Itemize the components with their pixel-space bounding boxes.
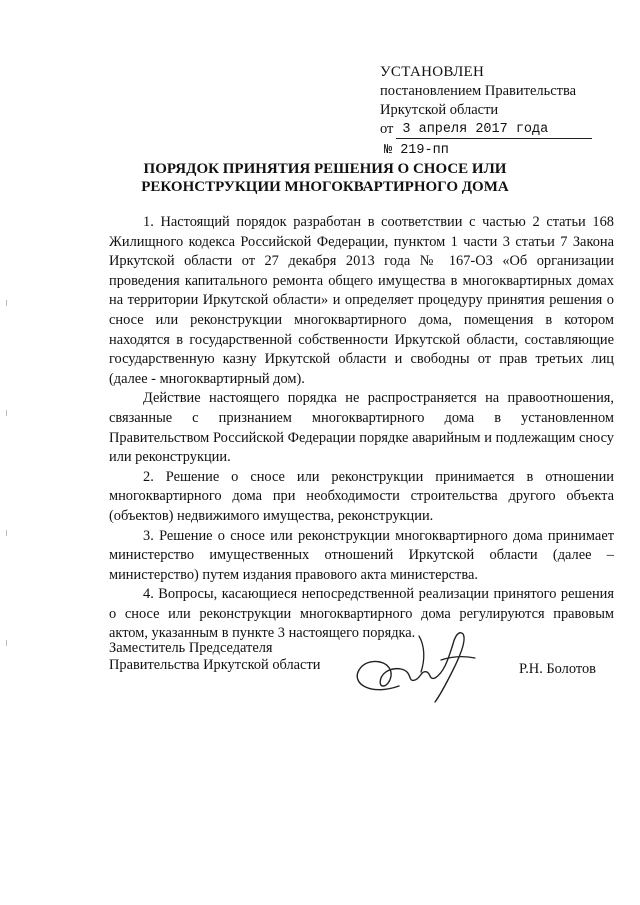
signatory-position-line-1: Заместитель Председателя: [109, 640, 273, 656]
stamp-date-row: [380, 120, 620, 139]
stamp-date-prefix: от: [380, 121, 394, 137]
scan-margin-marks: [6, 300, 8, 700]
paragraph-1: 1. Настоящий порядок разработан в соответствии с частью 2 статьи 168 Жилищного кодекса Российской Федерации, пунктом 1 части 3 статьи 7 Закона Иркутской области от 27 декабря 2013 года № 167-ОЗ «Об организации проведения капитального ремонта общего имущества в многоквартирных домах на территории Иркутской области» и определяет процедуру принятия решения о сносе или реконструкции многоквартирного дома, помещения в котором находятся в государственной собственности Иркутской области, составляющие государственную казну Иркутской области и свободны от прав третьих лиц (далее - многоквартирный дом).: [109, 214, 614, 387]
title-line-2: РЕКОНСТРУКЦИИ МНОГОКВАРТИРНОГО ДОМА: [141, 179, 509, 195]
stamp-line-2: Иркутской области: [380, 102, 499, 118]
paragraph-5: 4. Вопросы, касающиеся непосредственной реализации принятого решения о сносе или реконструкции многоквартирного дома регулируются правовым актом, указанным в пункте 3 настоящего порядка.: [109, 586, 614, 642]
stamp-approved-label: УСТАНОВЛЕН: [380, 64, 485, 80]
stamp-number: № 219-пп: [384, 143, 449, 158]
title-line-1: ПОРЯДОК ПРИНЯТИЯ РЕШЕНИЯ О СНОСЕ ИЛИ: [143, 161, 507, 177]
stamp-line-1: постановлением Правительства: [380, 83, 577, 99]
document-title: [100, 160, 550, 196]
stamp-date: 3 апреля 2017 года: [396, 121, 592, 139]
paragraph-4: 3. Решение о сносе или реконструкции многоквартирного дома принимает министерство имущественных отношений Иркутской области (далее – министерство) путем издания правового акта министерства.: [109, 527, 614, 583]
signature-block: [109, 640, 629, 720]
signatory-position-line-2: Правительства Иркутской области: [109, 657, 321, 673]
handwritten-signature: [341, 626, 491, 706]
document-body: [109, 213, 614, 644]
approval-stamp: [380, 63, 620, 158]
signatory-name: Р.Н. Болотов: [519, 661, 596, 677]
paragraph-3: 2. Решение о сносе или реконструкции принимается в отношении многоквартирного дома при необходимости строительства другого объекта (объектов) недвижимого имущества, реконструкции.: [109, 468, 614, 524]
paragraph-2: Действие настоящего порядка не распространяется на правоотношения, связанные с признанием многоквартирного дома в установленном Правительством Российской Федерации порядке аварийным и подлежащим сносу или реконструкции.: [109, 390, 614, 466]
